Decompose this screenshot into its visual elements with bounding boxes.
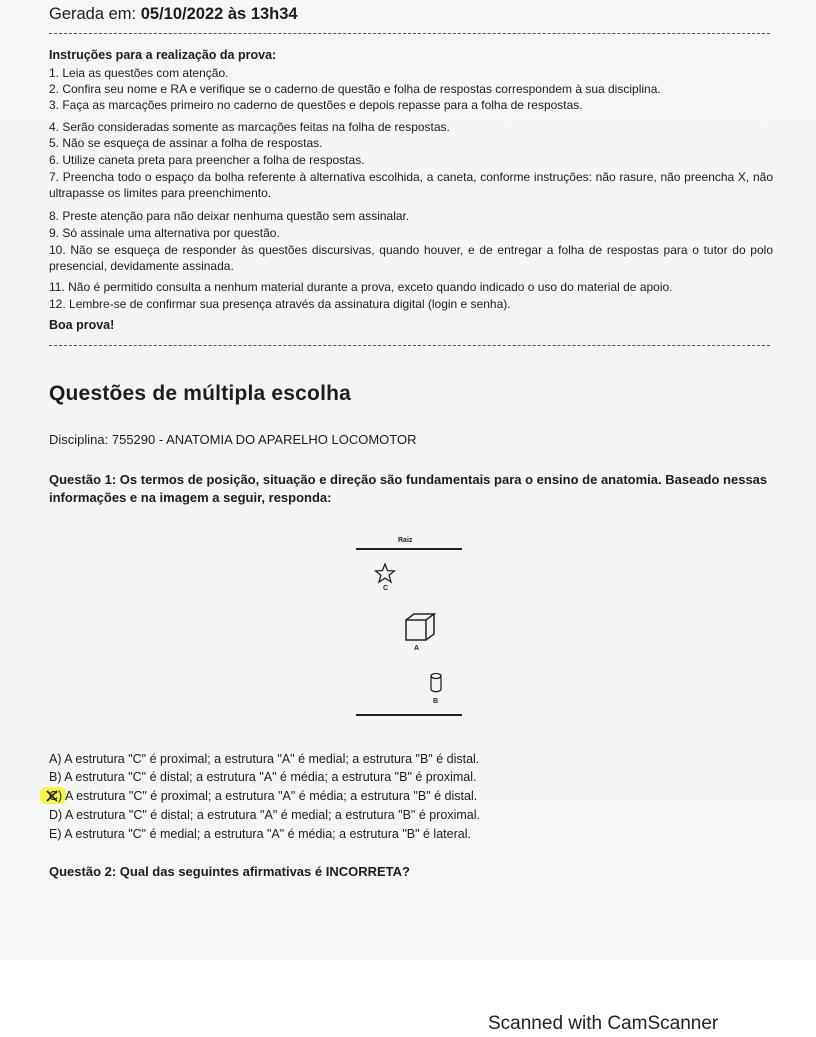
figure-top-label: Raiz [398, 537, 413, 544]
instruction-item: 10. Não se esqueça de responder às questões discursivas, quando houver, e de entregar a folha de respostas para o tutor do polo presencial, devidamente assinada. [49, 243, 773, 273]
figure-label-c: C [383, 585, 389, 592]
question-2-text: Questão 2: Qual das seguintes afirmativas é INCORRETA? [49, 864, 410, 879]
good-luck-text: Boa prova! [49, 318, 115, 332]
figure-label-b: B [433, 698, 439, 705]
cylinder-icon [429, 672, 443, 694]
instruction-item: 3. Faça as marcações primeiro no caderno de questões e depois repasse para a folha de respostas. [49, 98, 583, 112]
option-a[interactable]: A) A estrutura "C" é proximal; a estrutura "A" é medial; a estrutura "B" é distal. [49, 752, 480, 766]
instruction-item: 1. Leia as questões com atenção. [49, 66, 229, 80]
discipline-label: Disciplina: 755290 - ANATOMIA DO APARELHO LOCOMOTOR [49, 432, 417, 447]
option-d[interactable]: D) A estrutura "C" é distal; a estrutura "A" é medial; a estrutura "B" é proximal. [49, 808, 480, 822]
divider-top [49, 33, 770, 34]
figure-bottom-line [356, 714, 462, 716]
star-icon [374, 562, 396, 584]
figure-label-a: A [414, 645, 420, 652]
section-title: Questões de múltipla escolha [49, 382, 352, 405]
instruction-item: 5. Não se esqueça de assinar a folha de respostas. [49, 136, 323, 150]
generated-date: Gerada em: 05/10/2022 às 13h34 [49, 5, 298, 23]
instruction-item: 4. Serão consideradas somente as marcações feitas na folha de respostas. [49, 120, 450, 134]
figure-top-line [356, 548, 462, 550]
instruction-item: 2. Confira seu nome e RA e verifique se o caderno de questão e folha de respostas correspondem à sua disciplina. [49, 82, 661, 96]
instruction-item: 9. Só assinale uma alternativa por questão. [49, 226, 280, 240]
instruction-item: 8. Preste atenção para não deixar nenhuma questão sem assinalar. [49, 209, 410, 223]
cube-icon [404, 612, 436, 642]
camscanner-watermark: Scanned with CamScanner [488, 1013, 719, 1034]
option-e[interactable]: E) A estrutura "C" é medial; a estrutura "A" é média; a estrutura "B" é lateral. [49, 827, 471, 841]
instructions-title: Instruções para a realização da prova: [49, 48, 277, 62]
instruction-item: 7. Preencha todo o espaço da bolha referente à alternativa escolhida, a caneta, conforme instruções: não rasure, não preencha X, não ultrapasse os limites para preenchimento. [49, 170, 773, 200]
option-c[interactable]: C) A estrutura "C" é proximal; a estrutura "A" é média; a estrutura "B" é distal. [49, 789, 478, 803]
option-b[interactable]: B) A estrutura "C" é distal; a estrutura "A" é média; a estrutura "B" é proximal. [49, 770, 477, 784]
divider-bottom [49, 345, 770, 346]
instruction-item: 11. Não é permitido consulta a nenhum material durante a prova, exceto quando indicado o uso do material de apoio. [49, 280, 673, 294]
instruction-item: 6. Utilize caneta preta para preencher a folha de respostas. [49, 153, 365, 167]
question-1-text: Questão 1: Os termos de posição, situação e direção são fundamentais para o ensino de anatomia. Baseado nessas informações e na imagem a seguir, responda: [49, 472, 768, 505]
instruction-item: 12. Lembre-se de confirmar sua presença através da assinatura digital (login e senha). [49, 297, 511, 311]
